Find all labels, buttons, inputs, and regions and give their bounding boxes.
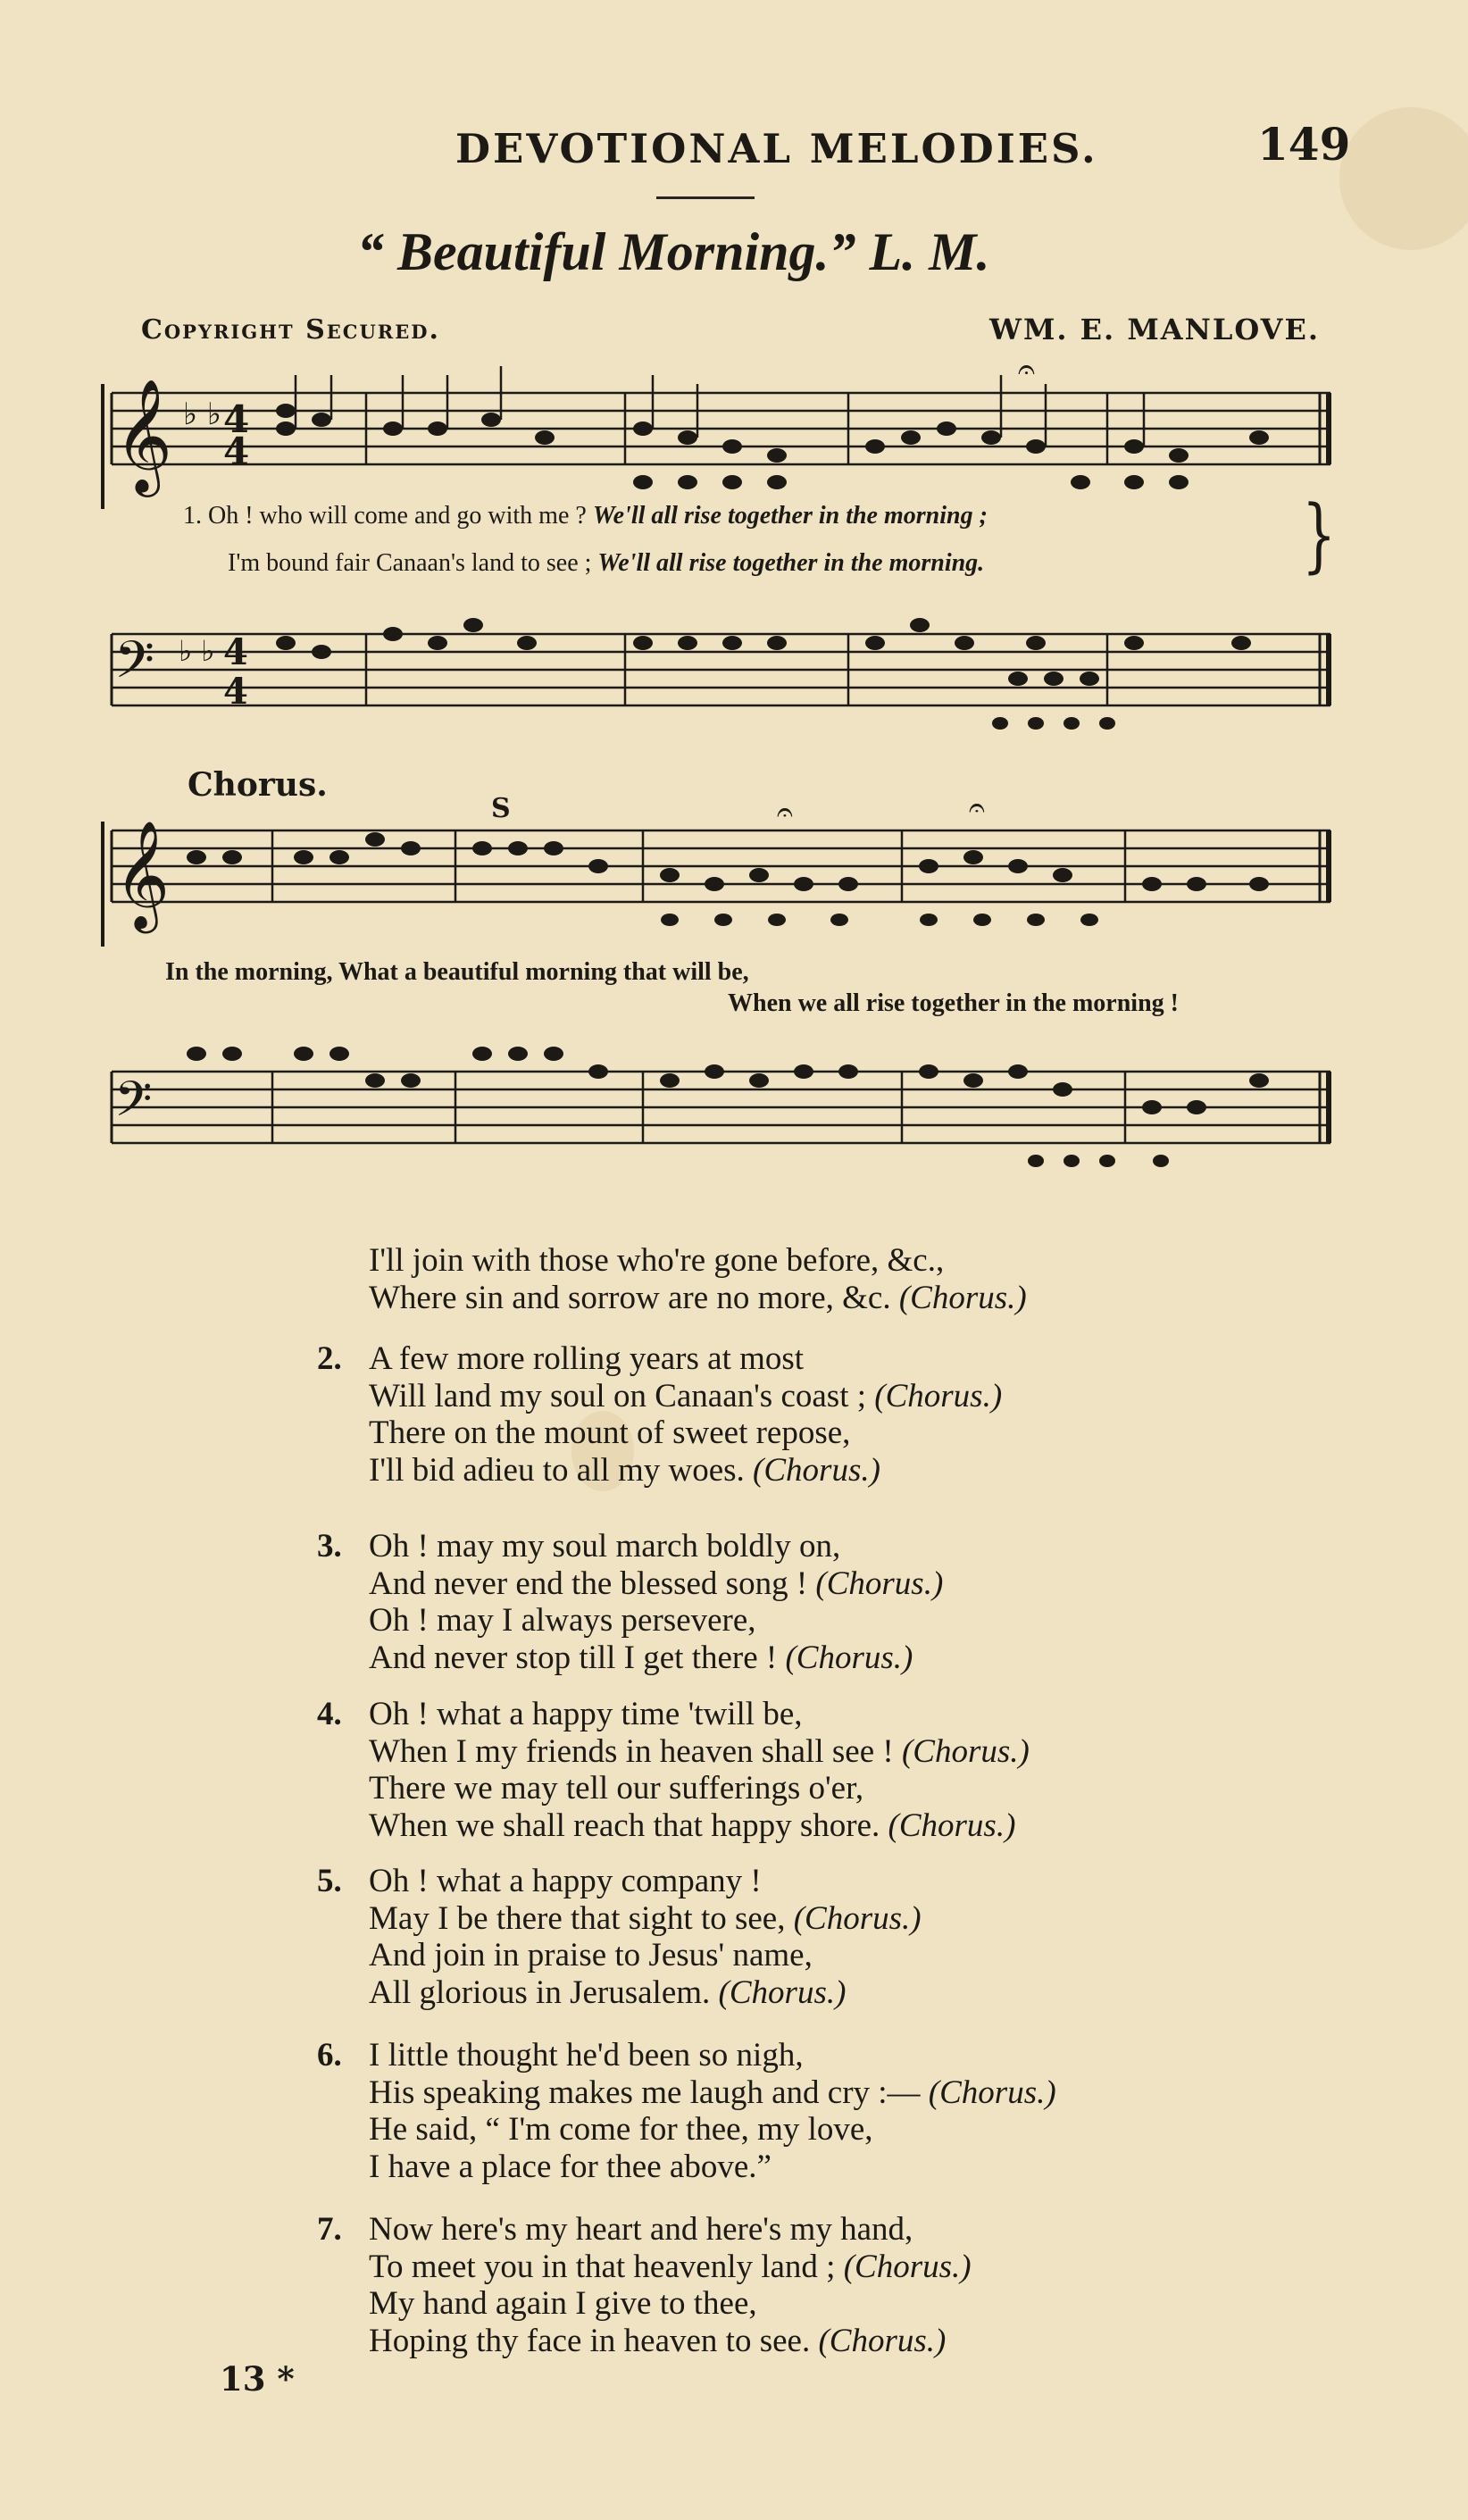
svg-text:𝄞: 𝄞 xyxy=(114,820,171,929)
chorus-cue: (Chorus.) xyxy=(753,1451,880,1489)
lyric-refrain-text: We'll all rise together in the morning. xyxy=(597,549,985,577)
hymn-title: “ Beautiful Morning.” L. M. xyxy=(357,222,990,281)
chorus-label: Chorus. xyxy=(188,766,328,804)
verse-line xyxy=(369,1899,922,1938)
verse-line xyxy=(369,2110,873,2149)
music-score-system-1-treble xyxy=(98,339,1348,509)
verse-line xyxy=(369,1862,762,1900)
verse-line-text: Oh ! may my soul march boldly on, xyxy=(369,1528,841,1565)
svg-text:𝄞: 𝄞 xyxy=(114,378,173,492)
chorus-cue: (Chorus.) xyxy=(843,2248,972,2285)
svg-text:𝄢: 𝄢 xyxy=(114,1071,153,1139)
verse-line-text: He said, “ I'm come for thee, my love, xyxy=(369,2111,873,2148)
verse-line xyxy=(369,1565,943,1603)
chorus-cue: (Chorus.) xyxy=(718,1973,847,2011)
verse-line-text: I have a place for thee above.” xyxy=(369,2148,772,2185)
chorus-lyric-line2: When we all rise together in the morning ! xyxy=(728,989,1179,1017)
chorus-cue: (Chorus.) xyxy=(901,1732,1030,1770)
verse-line-text: I'll join with those who're gone before, &c., xyxy=(369,1242,945,1279)
verse-line xyxy=(369,1279,1027,1317)
brace: } xyxy=(1302,488,1337,583)
lyric-verse1-line1 xyxy=(183,502,988,530)
verse-line xyxy=(369,2210,913,2249)
svg-text:4: 4 xyxy=(223,631,248,673)
verse-line xyxy=(369,1414,850,1452)
verse-number: 5. xyxy=(317,1863,342,1899)
verse-line xyxy=(369,2322,946,2360)
verse-line xyxy=(369,1732,1030,1771)
verse-line xyxy=(369,1601,756,1640)
verse-line-text: Oh ! what a happy company ! xyxy=(369,1863,762,1899)
svg-text:𝄐: 𝄐 xyxy=(969,790,985,824)
verse-line xyxy=(369,2248,972,2286)
page-number: 149 xyxy=(1257,118,1351,171)
chorus-cue: (Chorus.) xyxy=(785,1639,913,1676)
svg-text:4: 4 xyxy=(223,671,248,713)
verse-line-text: I'll bid adieu to all my woes. xyxy=(369,1451,754,1489)
svg-text:♭ ♭: ♭ ♭ xyxy=(179,634,215,668)
verse-line xyxy=(369,2074,1056,2112)
verse-line xyxy=(369,1451,880,1489)
verse-line xyxy=(369,1973,846,2012)
lyric-refrain-text: We'll all rise together in the morning ; xyxy=(592,502,988,530)
signature-mark: 13 * xyxy=(220,2359,295,2399)
paper-stain xyxy=(1339,107,1468,250)
verse-line-text: To meet you in that heavenly land ; xyxy=(369,2248,844,2285)
chorus-cue: (Chorus.) xyxy=(928,2074,1056,2111)
verse-line xyxy=(369,1769,863,1807)
music-score-chorus-bass xyxy=(98,1036,1348,1179)
verse-line xyxy=(369,1527,840,1565)
verse-line xyxy=(369,1639,913,1677)
verse-line-text: And never stop till I get there ! xyxy=(369,1639,786,1676)
verse-line-text: Where sin and sorrow are no more, &c. xyxy=(369,1279,899,1316)
verse-line-text: My hand again I give to thee, xyxy=(369,2285,757,2322)
composer-name: WM. E. MANLOVE. xyxy=(989,313,1320,346)
verse-line-text: Hoping thy face in heaven to see. xyxy=(369,2322,819,2359)
svg-text:♭ ♭: ♭ ♭ xyxy=(183,396,221,432)
svg-text:4: 4 xyxy=(223,397,250,441)
verse-number: 2. xyxy=(317,1340,342,1377)
verse-line xyxy=(369,2148,772,2186)
verse-line-text: When we shall reach that happy shore. xyxy=(369,1807,888,1844)
verse-line xyxy=(369,1695,803,1733)
verse-line-text: There we may tell our sufferings o'er, xyxy=(369,1770,864,1807)
chorus-cue: (Chorus.) xyxy=(793,1899,922,1937)
title-rule xyxy=(656,196,755,199)
verse-number: 6. xyxy=(317,2037,342,2074)
verse-line-text: When I my friends in heaven shall see ! xyxy=(369,1732,902,1770)
verse-line-text: Oh ! what a happy time 'twill be, xyxy=(369,1696,803,1732)
svg-text:𝄐: 𝄐 xyxy=(1018,352,1035,388)
verse-line-text: His speaking makes me laugh and cry :— xyxy=(369,2074,929,2111)
running-title: DEVOTIONAL MELODIES. xyxy=(455,125,1098,172)
verse-line-text: Now here's my heart and here's my hand, xyxy=(369,2211,913,2248)
chorus-cue: (Chorus.) xyxy=(898,1279,1027,1316)
chorus-cue: (Chorus.) xyxy=(818,2322,947,2359)
verse-line xyxy=(369,1241,944,1280)
verse-line-text: I little thought he'd been so nigh, xyxy=(369,2037,804,2074)
verse-line-text: And join in praise to Jesus' name, xyxy=(369,1937,813,1973)
verse-line-text: Oh ! may I always persevere, xyxy=(369,1602,756,1639)
chorus-lyric-line1: In the morning, What a beautiful morning that will be, xyxy=(165,958,749,986)
music-score-chorus-treble xyxy=(98,786,1348,947)
verse-number: 3. xyxy=(317,1528,342,1565)
svg-text:𝄐: 𝄐 xyxy=(777,795,793,829)
chorus-cue: (Chorus.) xyxy=(874,1377,1003,1414)
verse-line xyxy=(369,1936,813,1974)
music-score-system-1-bass xyxy=(98,589,1348,741)
svg-text:S: S xyxy=(491,793,511,824)
verse-line-text: There on the mount of sweet repose, xyxy=(369,1414,851,1451)
verse-line-text: A few more rolling years at most xyxy=(369,1340,805,1377)
verse-line xyxy=(369,1377,1002,1415)
svg-text:𝄢: 𝄢 xyxy=(114,630,155,703)
lyric-text: I'm bound fair Canaan's land to see ; xyxy=(228,549,592,577)
verse-line xyxy=(369,1807,1015,1845)
chorus-cue: (Chorus.) xyxy=(888,1807,1016,1844)
verse-line xyxy=(369,1339,804,1378)
verse-number: 7. xyxy=(317,2211,342,2248)
verse-line xyxy=(369,2036,804,2074)
verse-line-text: And never end the blessed song ! xyxy=(369,1565,816,1602)
verse-line-text: May I be there that sight to see, xyxy=(369,1899,794,1937)
verse-line-text: Will land my soul on Canaan's coast ; xyxy=(369,1377,875,1414)
svg-text:4: 4 xyxy=(223,430,250,473)
verse-line xyxy=(369,2284,757,2323)
lyric-verse1-line2 xyxy=(228,549,984,578)
verse-line-text: All glorious in Jerusalem. xyxy=(369,1973,719,2011)
verse-number: 4. xyxy=(317,1696,342,1732)
lyric-text: 1. Oh ! who will come and go with me ? xyxy=(183,502,587,530)
chorus-cue: (Chorus.) xyxy=(815,1565,944,1602)
copyright-notice: Copyright Secured. xyxy=(141,314,440,346)
